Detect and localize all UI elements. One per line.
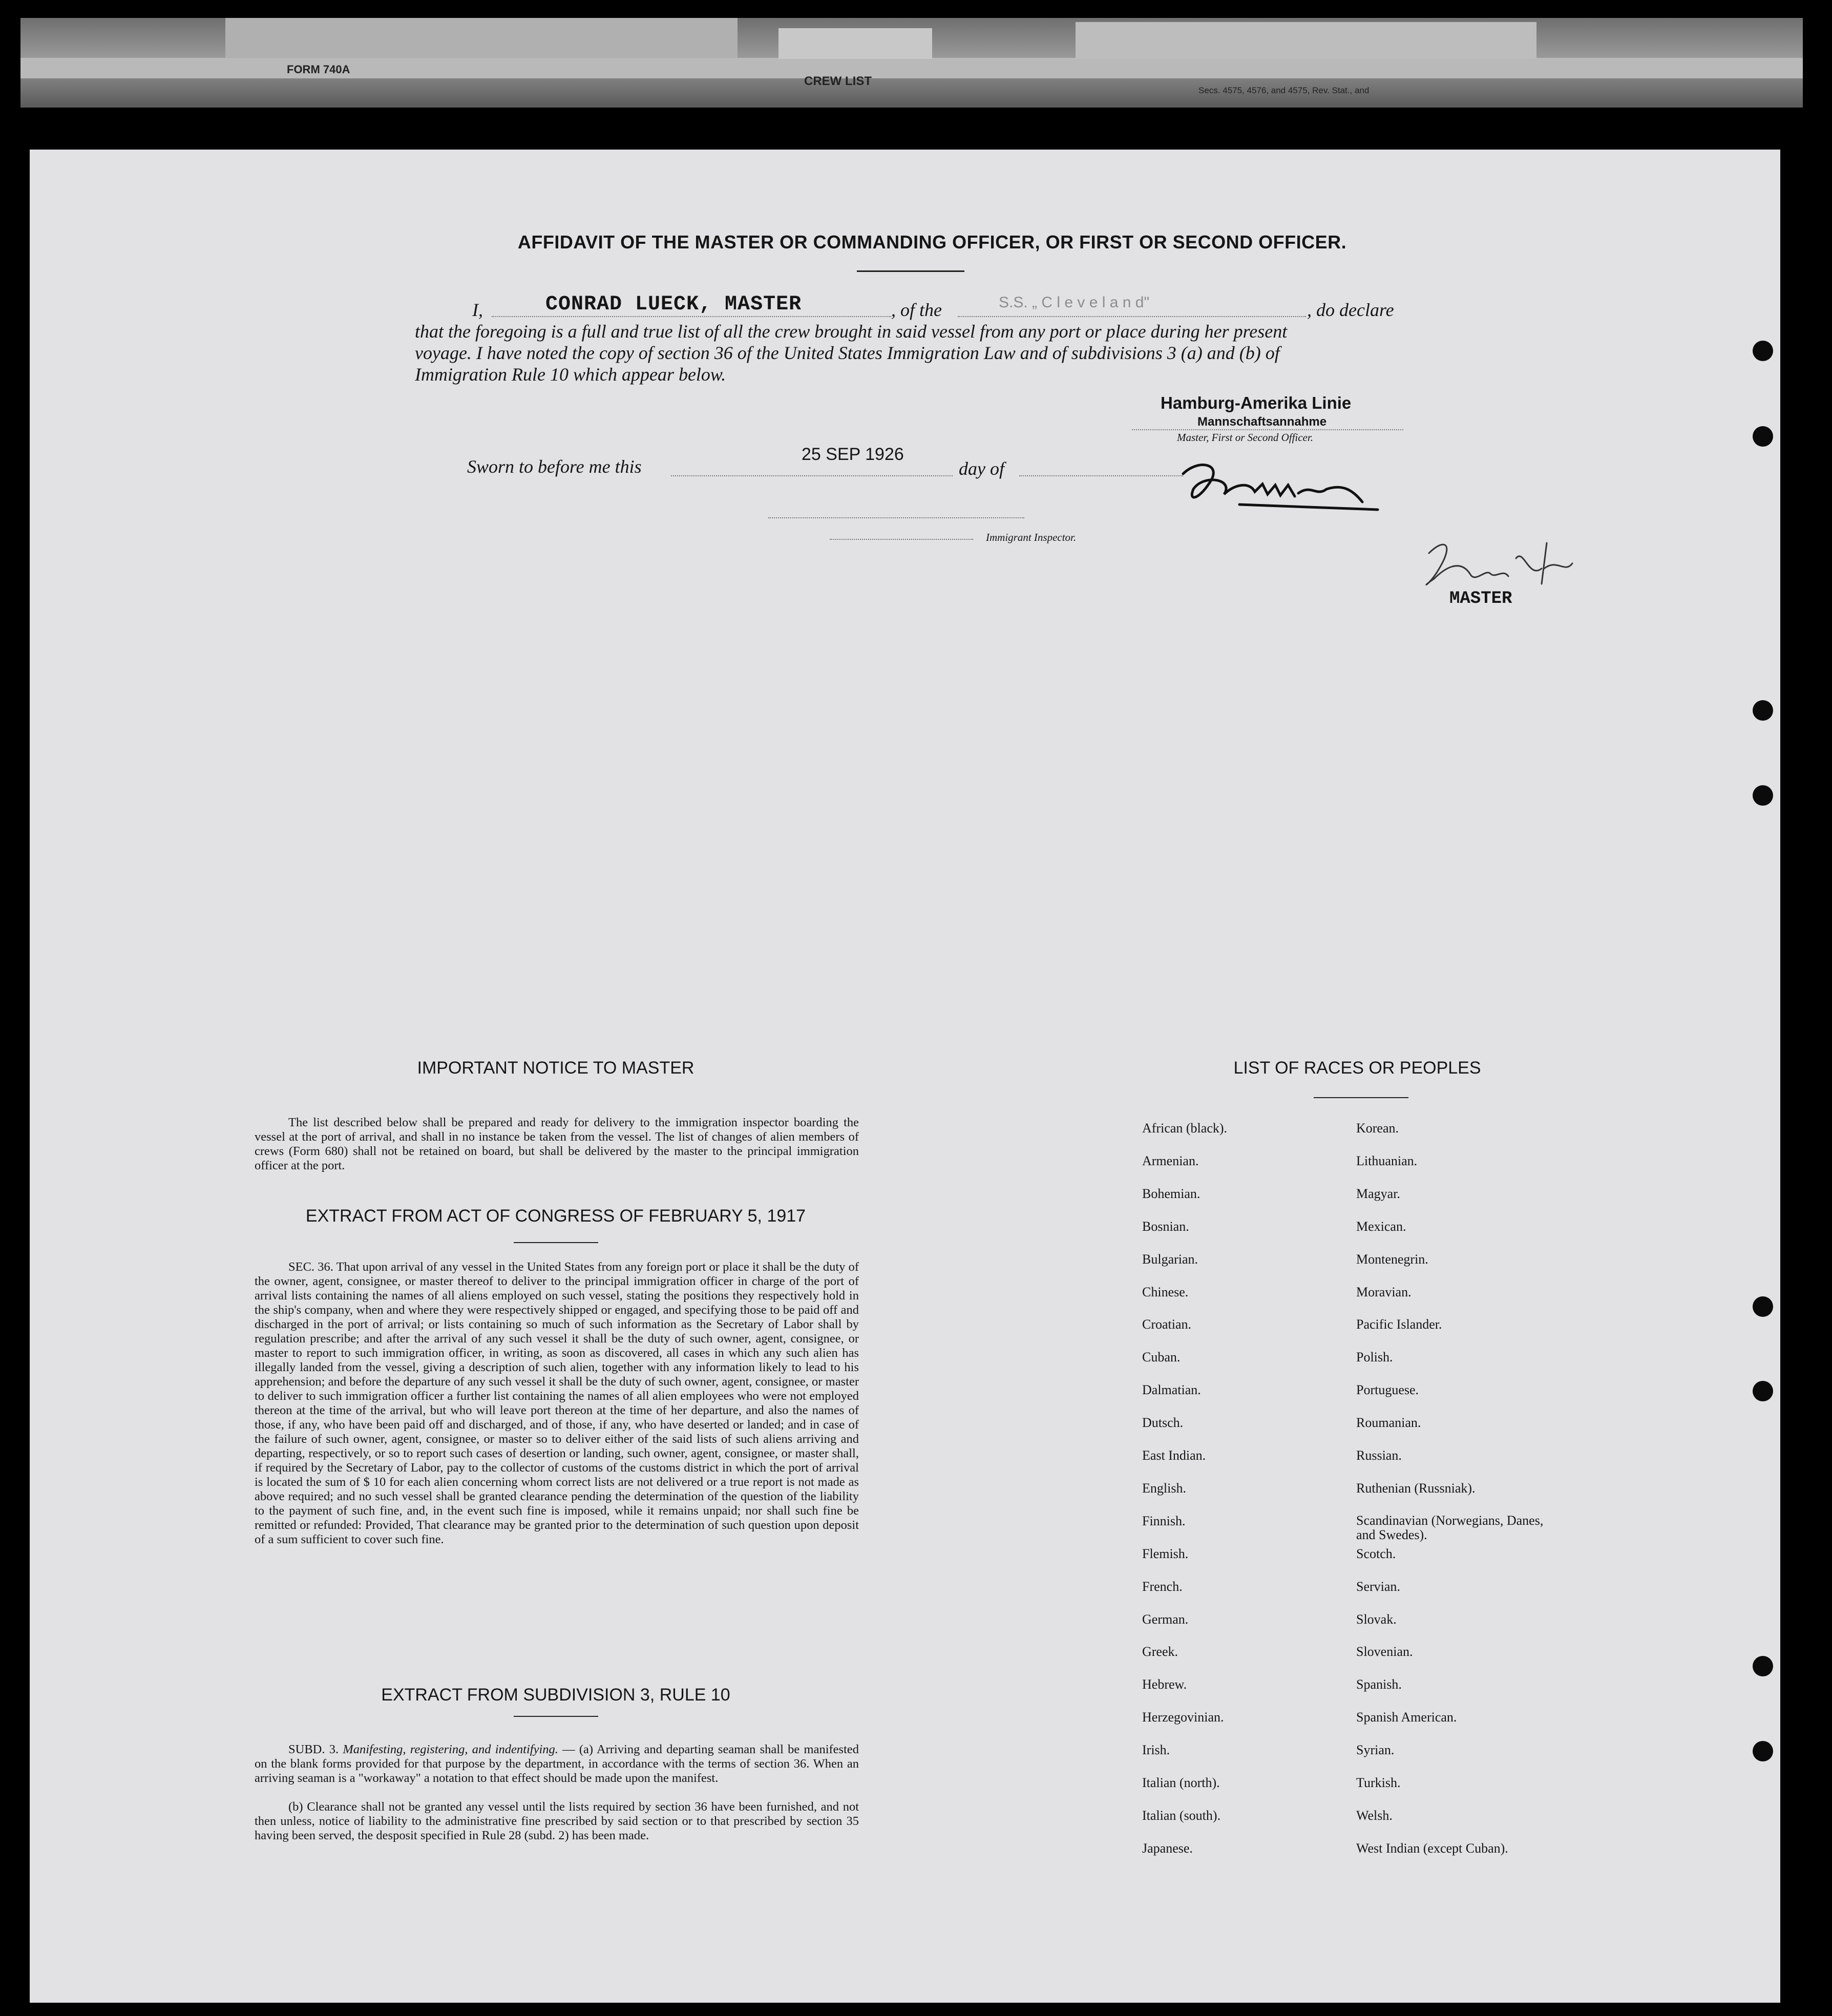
races-rule xyxy=(1314,1097,1408,1098)
strip-tab-right xyxy=(1076,22,1536,59)
race-item: Irish. xyxy=(1142,1742,1170,1758)
day-fill-line xyxy=(1019,475,1183,476)
subd-body: — (a) Arriving and departing seaman shall be manifested on the blank forms provided for that purpose by the department, in accordance with the terms of section 36. When an arriving seaman is a "workaway" a notation to that effect should be made upon the manifest. xyxy=(255,1742,859,1785)
race-item: Korean. xyxy=(1356,1121,1399,1136)
sworn-text: Sworn to before me this xyxy=(467,456,642,477)
notice-text: The list described below shall be prepared and ready for delivery to the immigration inspector boarding the vessel at the port of arrival, and shall in no instance be taken from the vessel. The list of changes of alien members of crews (Form 680) shall not be retained on board, but shall be delivered by the master to the principal immigration officer at the port. xyxy=(255,1116,859,1172)
sworn-date-stamp: 25 SEP 1926 xyxy=(802,445,904,464)
officer-caption: Master, First or Second Officer. xyxy=(1177,431,1313,444)
crew-list-title: CREW LIST xyxy=(804,74,872,88)
race-item: Japanese. xyxy=(1142,1840,1193,1856)
race-item: West Indian (except Cuban). xyxy=(1356,1840,1508,1856)
race-item: Moravian. xyxy=(1356,1284,1412,1299)
race-item: Spanish. xyxy=(1356,1677,1402,1692)
race-item: Turkish. xyxy=(1356,1775,1401,1790)
race-item: Scotch. xyxy=(1356,1546,1396,1561)
race-item: Magyar. xyxy=(1356,1186,1400,1201)
top-folded-strip xyxy=(20,18,1803,108)
race-item: Herzegovinian. xyxy=(1142,1710,1224,1725)
race-item: Welsh. xyxy=(1356,1808,1393,1823)
company-stamp: Hamburg-Amerika Linie xyxy=(1161,393,1352,412)
races-title: LIST OF RACES OR PEOPLES xyxy=(1233,1058,1481,1078)
race-item: Greek. xyxy=(1142,1644,1178,1660)
race-item: East Indian. xyxy=(1142,1448,1206,1463)
master-name-stamp: CONRAD LUECK, MASTER xyxy=(545,293,802,316)
race-item: Ruthenian (Russniak). xyxy=(1356,1480,1476,1496)
sworn-date-fill-line xyxy=(671,475,953,476)
race-item: Italian (south). xyxy=(1142,1808,1221,1823)
race-item: Bosnian. xyxy=(1142,1219,1189,1234)
officer-fill-line xyxy=(1132,429,1403,430)
name-fill-line xyxy=(492,316,891,317)
extract-rule-para-a xyxy=(255,1742,859,1786)
affidavit-title: AFFIDAVIT OF THE MASTER OR COMMANDING OFFICER, OR FIRST OR SECOND OFFICER. xyxy=(517,232,1347,253)
race-item: Scandinavian (Norwegians, Danes, and Swedes). xyxy=(1356,1513,1544,1542)
vessel-fill-line xyxy=(958,316,1306,317)
race-item: Bohemian. xyxy=(1142,1186,1201,1201)
day-of-text: day of xyxy=(959,458,1004,479)
strip-tab-left xyxy=(225,18,738,58)
master-stamp: MASTER xyxy=(1449,589,1512,608)
declaration-line-4: Immigration Rule 10 which appear below. xyxy=(415,364,726,385)
vessel-name: S.S. „ C l e v e l a n d" xyxy=(999,294,1150,311)
do-declare-text: , do declare xyxy=(1307,300,1394,320)
binder-hole xyxy=(1753,1741,1773,1761)
race-item: Dalmatian. xyxy=(1142,1382,1201,1398)
race-item: Polish. xyxy=(1356,1350,1393,1365)
extract-act-text: SEC. 36. That upon arrival of any vessel in the United States from any foreign port or place it shall be the duty of the owner, agent, consignee, or master thereof to deliver to the principal immigration officer in charge of the port of arrival lists containing the names of all aliens employed on such vessel, stating the positions they respectively hold in the ship's company, when and where they were respectively shipped or engaged, and specifying those to be paid off and discharged in the port of arrival; or lists containing so much of such information as the Secretary of Labor shall by regulation prescribe; and after the arrival of any such vessel it shall be the duty of such owner, agent, consignee, or master to report to such immigration officer, in writing, as soon as discovered, all cases in which any such alien has illegally landed from the vessel, giving a description of such alien, together with any information likely to lead to his apprehension; and before the departure of any such vessel it shall be the duty of such owner, agent, consignee, or master to deliver to such immigration officer a further list containing the names of all alien employees who were not employed thereon at the time of the arrival, but who will leave port thereon at the time of her departure, and also the names of those, if any, who have been paid off and discharged, and of those, if any, who have deserted or landed; and in case of the failure of such owner, agent, consignee, or master so to deliver either of the said lists of such aliens arriving and departing, respectively, or so to report such cases of desertion or landing, such owner, agent, consignee, or master shall, if required by the Secretary of Labor, pay to the collector of customs of the customs district in which the port of arrival is located the sum of $ 10 for each alien concerning whom correct lists are not delivered or a true report is not made as above required; and no such vessel shall be granted clearance pending the determination of the question of the liability to the payment of such fine, and, in the event such fine is imposed, while it remains unpaid; nor shall such fine be remitted or refunded: Provided, That clearance may be granted prior to the determination of such question upon deposit of a sum sufficient to cover such fine. xyxy=(255,1260,859,1546)
binder-hole xyxy=(1753,341,1773,361)
company-stamp-sub: Mannschaftsannahme xyxy=(1197,415,1327,429)
extract-rule-title: EXTRACT FROM SUBDIVISION 3, RULE 10 xyxy=(381,1685,730,1705)
race-item: Italian (north). xyxy=(1142,1775,1220,1790)
race-item: Slovak. xyxy=(1356,1611,1397,1627)
declaration-line-3: voyage. I have noted the copy of section 36 of the United States Immigration Law and of subdivisions 3 (a) and (b) of xyxy=(415,343,1280,363)
race-item: Flemish. xyxy=(1142,1546,1189,1561)
binder-hole xyxy=(1753,1656,1773,1676)
race-item: Syrian. xyxy=(1356,1742,1395,1758)
race-item: Hebrew. xyxy=(1142,1677,1187,1692)
strip-tab-center xyxy=(778,28,932,59)
subd-lead: SUBD. 3. xyxy=(288,1742,339,1756)
binder-hole xyxy=(1753,426,1773,447)
declaration-line-2: that the foregoing is a full and true list of all the crew brought in said vessel from any port or place during her present xyxy=(415,321,1288,342)
race-item: Pacific Islander. xyxy=(1356,1317,1442,1332)
of-the-text: , of the xyxy=(891,300,942,320)
form-label: FORM 740A xyxy=(287,63,350,76)
binder-hole xyxy=(1753,700,1773,721)
extract-act-title: EXTRACT FROM ACT OF CONGRESS OF FEBRUARY 5, 1917 xyxy=(305,1206,806,1226)
race-item: Chinese. xyxy=(1142,1284,1189,1299)
statute-note: Secs. 4575, 4576, and 4575, Rev. Stat., and xyxy=(1198,86,1370,95)
title-rule xyxy=(857,270,964,272)
binder-hole xyxy=(1753,1296,1773,1317)
race-item: Armenian. xyxy=(1142,1153,1199,1168)
extract-act-rule xyxy=(514,1242,598,1243)
notice-title: IMPORTANT NOTICE TO MASTER xyxy=(417,1058,694,1078)
race-item: Servian. xyxy=(1356,1579,1400,1594)
race-item: Montenegrin. xyxy=(1356,1251,1428,1267)
race-item: Spanish American. xyxy=(1356,1710,1457,1725)
race-item: Dutsch. xyxy=(1142,1415,1184,1431)
race-item: African (black). xyxy=(1142,1121,1228,1136)
race-item: Slovenian. xyxy=(1356,1644,1413,1660)
inspector-fill-line-1 xyxy=(768,517,1024,518)
race-item: Russian. xyxy=(1356,1448,1402,1463)
inspector-fill-line-2 xyxy=(830,539,973,540)
binder-hole xyxy=(1753,1381,1773,1401)
race-item: Roumanian. xyxy=(1356,1415,1421,1431)
race-item: Cuban. xyxy=(1142,1350,1181,1365)
extract-rule-rule xyxy=(514,1716,598,1717)
declaration-prefix: I, xyxy=(472,300,483,320)
race-item: Portuguese. xyxy=(1356,1382,1419,1398)
race-item: Lithuanian. xyxy=(1356,1153,1418,1168)
binder-hole xyxy=(1753,785,1773,806)
subd-heading: Manifesting, registering, and indentifying. xyxy=(343,1742,558,1756)
race-item: English. xyxy=(1142,1480,1186,1496)
race-item: French. xyxy=(1142,1579,1183,1594)
race-item: Croatian. xyxy=(1142,1317,1192,1332)
officer-signature xyxy=(1178,453,1393,515)
race-item: Mexican. xyxy=(1356,1219,1406,1234)
race-item: Bulgarian. xyxy=(1142,1251,1198,1267)
extract-rule-para-b: (b) Clearance shall not be granted any vessel until the lists required by section 36 have been furnished, and not then unless, notice of liability to the administrative fine prescribed by said section or to that prescribed by section 35 having been served, the desposit specified in Rule 28 (subd. 2) has been made. xyxy=(255,1800,859,1842)
inspector-caption: Immigrant Inspector. xyxy=(986,531,1077,543)
race-item: German. xyxy=(1142,1611,1189,1627)
race-item: Finnish. xyxy=(1142,1513,1186,1528)
